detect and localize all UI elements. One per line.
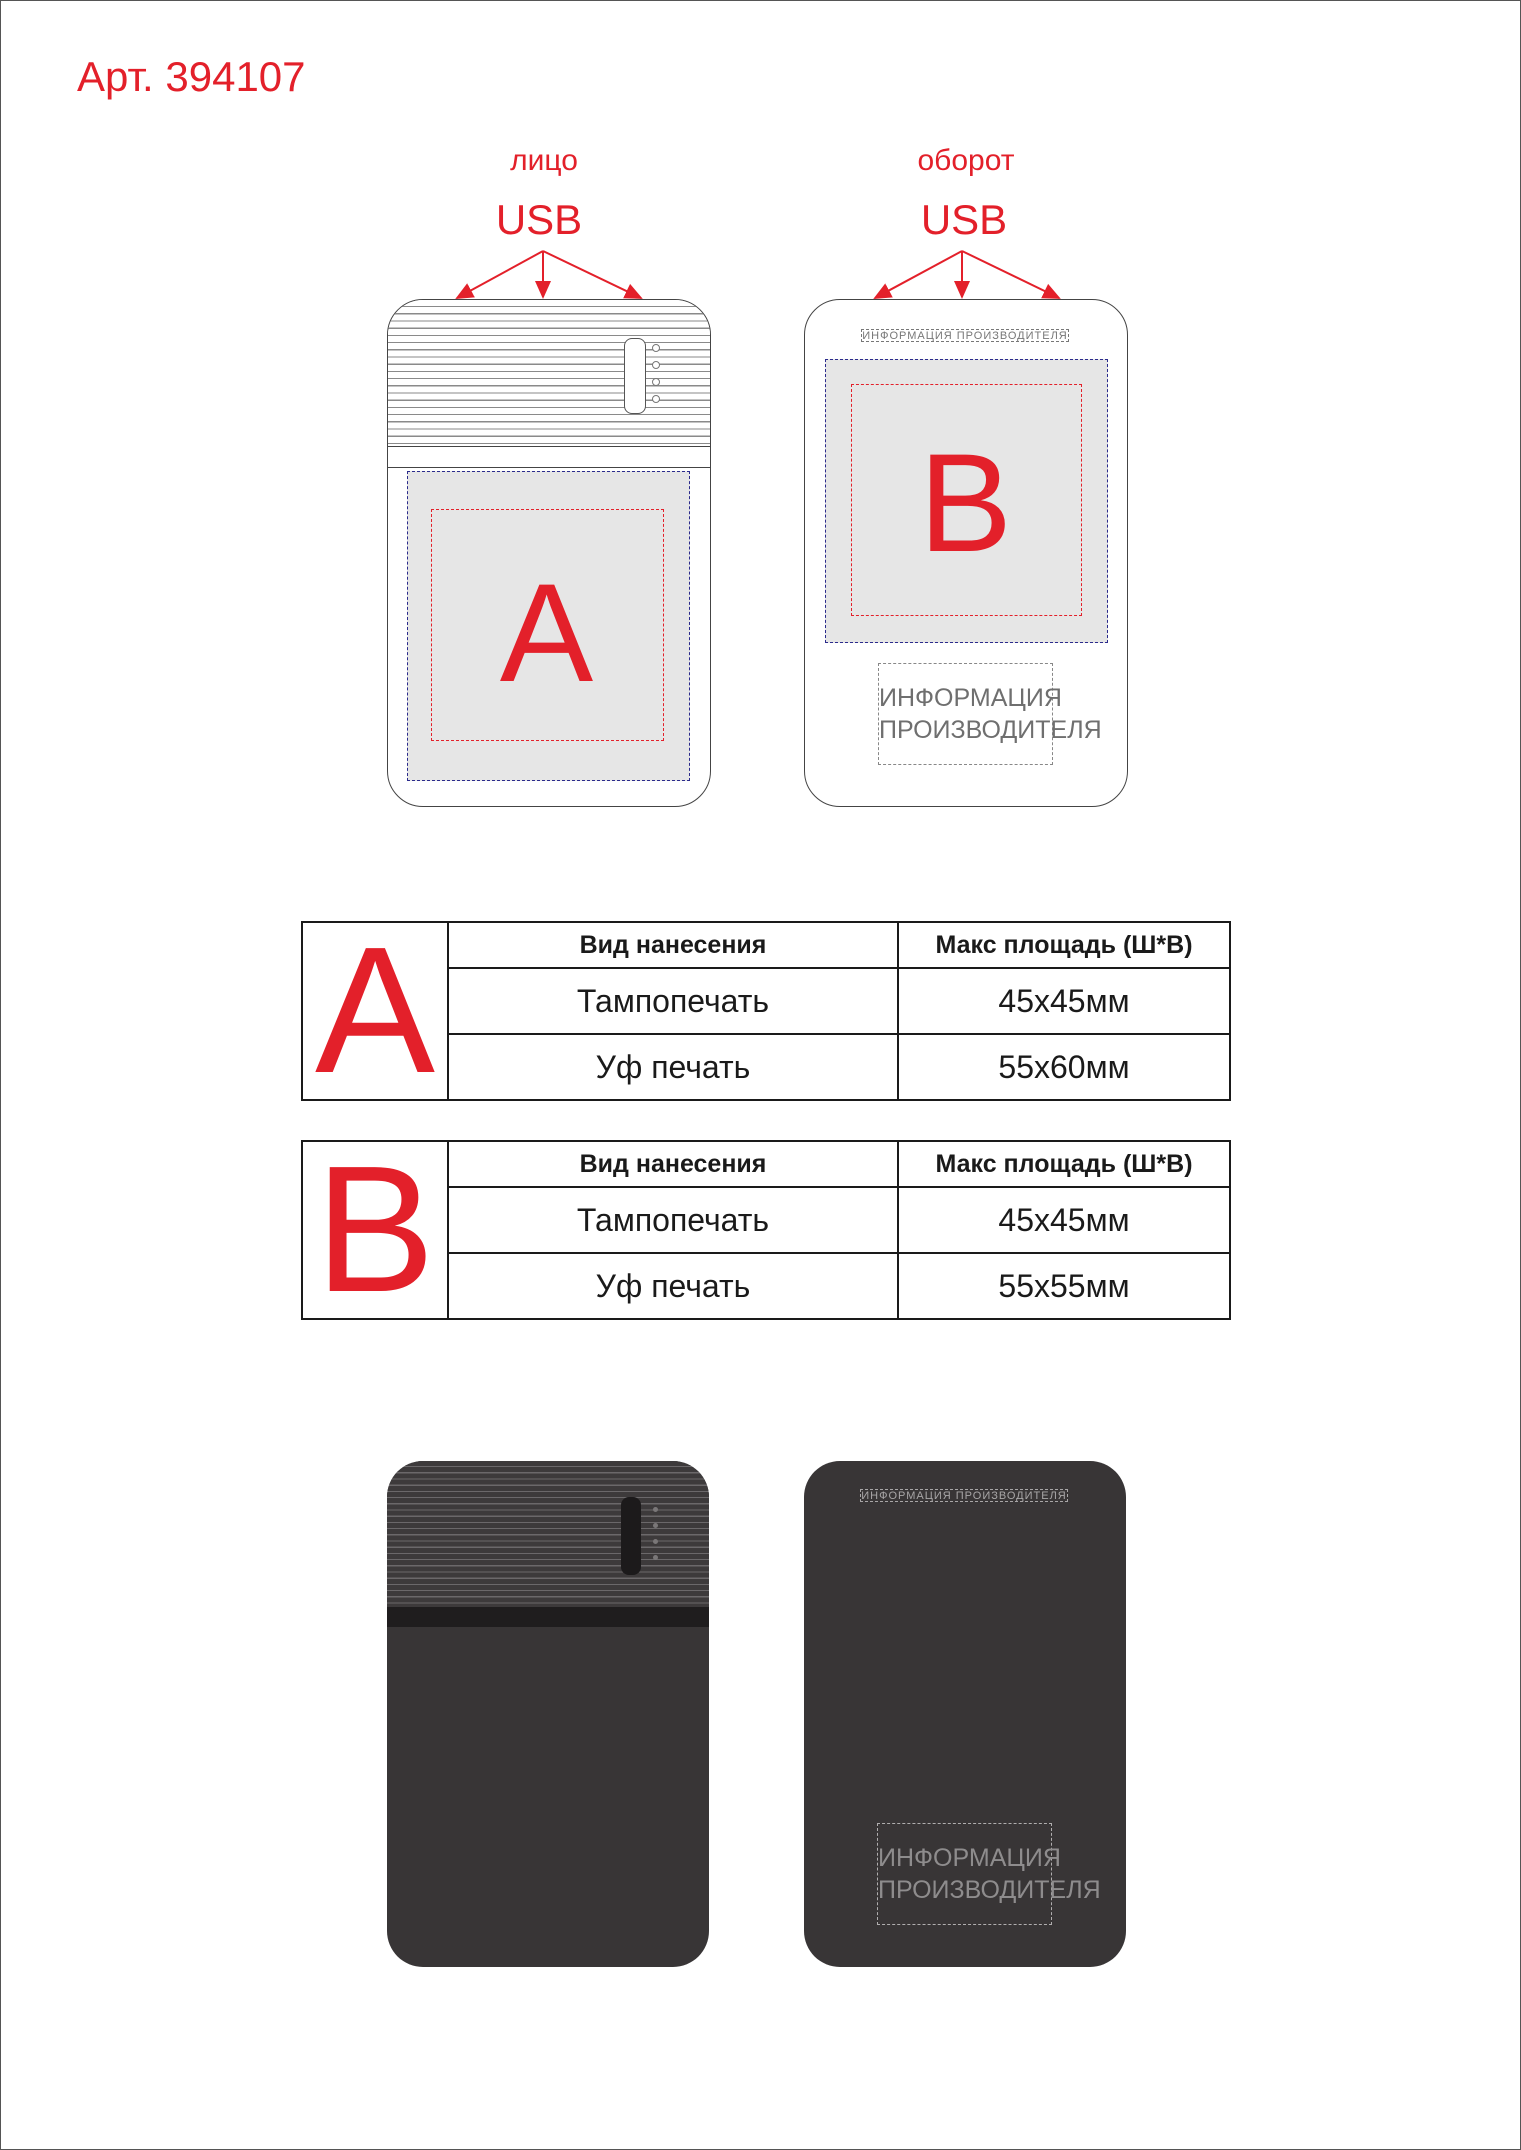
front-device-render xyxy=(387,1461,709,1967)
front-render-ribbed-top xyxy=(387,1461,709,1607)
table-a-row1-method: Тампопечать xyxy=(447,967,899,1035)
table-b-header-area: Макс площадь (Ш*В) xyxy=(897,1140,1231,1188)
front-render-led-4 xyxy=(653,1555,658,1560)
front-ribbed-top xyxy=(388,300,710,446)
back-render-info-small: ИНФОРМАЦИЯ ПРОИЗВОДИТЕЛЯ xyxy=(861,1490,1067,1502)
table-a-header-area: Макс площадь (Ш*В) xyxy=(897,921,1231,969)
back-usb-arrow-right xyxy=(962,251,1059,298)
table-a-letter: A xyxy=(301,921,449,1101)
table-a-header-method: Вид нанесения xyxy=(447,921,899,969)
table-b-letter: B xyxy=(301,1140,449,1320)
led-indicator-2 xyxy=(652,361,660,369)
zone-b-letter: B xyxy=(918,424,1013,581)
manufacturer-info-line2: ПРОИЗВОДИТЕЛЯ xyxy=(879,716,1102,744)
front-render-switch xyxy=(621,1497,641,1575)
table-b-header-method: Вид нанесения xyxy=(447,1140,899,1188)
manufacturer-info-line1: ИНФОРМАЦИЯ xyxy=(879,684,1062,712)
led-indicator-1 xyxy=(652,344,660,352)
table-b-row1-area: 45х45мм xyxy=(897,1186,1231,1254)
table-a-row2-area: 55х60мм xyxy=(897,1033,1231,1101)
manufacturer-info-small: ИНФОРМАЦИЯ ПРОИЗВОДИТЕЛЯ xyxy=(862,330,1068,342)
zone-a-letter: A xyxy=(499,554,594,711)
table-a-row2-method: Уф печать xyxy=(447,1033,899,1101)
front-render-led-1 xyxy=(653,1507,658,1512)
front-render-band xyxy=(387,1607,709,1627)
manufacturer-info-box xyxy=(878,663,1102,765)
back-view-label: оборот xyxy=(917,144,1015,177)
front-render-led-3 xyxy=(653,1539,658,1544)
table-b-row1-method: Тампопечать xyxy=(447,1186,899,1254)
table-b-row2-method: Уф печать xyxy=(447,1252,899,1320)
front-usb-label: USB xyxy=(495,196,583,243)
back-render-info-box xyxy=(877,1823,1101,1925)
front-usb-arrow-left xyxy=(457,251,543,298)
back-render-info-line2: ПРОИЗВОДИТЕЛЯ xyxy=(878,1876,1101,1904)
back-usb-label: USB xyxy=(920,196,1008,243)
front-band xyxy=(387,446,711,468)
front-view-label: лицо xyxy=(510,144,578,177)
led-indicator-3 xyxy=(652,378,660,386)
power-switch xyxy=(624,338,646,414)
table-b-row2-area: 55х55мм xyxy=(897,1252,1231,1320)
article-title: Арт. 394107 xyxy=(77,53,306,100)
back-render-info-line1: ИНФОРМАЦИЯ xyxy=(878,1844,1061,1872)
led-indicator-4 xyxy=(652,395,660,403)
usb-arrows xyxy=(1,1,1521,321)
back-device-render xyxy=(804,1461,1126,1967)
table-a-row1-area: 45х45мм xyxy=(897,967,1231,1035)
front-render-led-2 xyxy=(653,1523,658,1528)
front-usb-arrow-right xyxy=(543,251,641,298)
back-usb-arrow-left xyxy=(875,251,962,298)
